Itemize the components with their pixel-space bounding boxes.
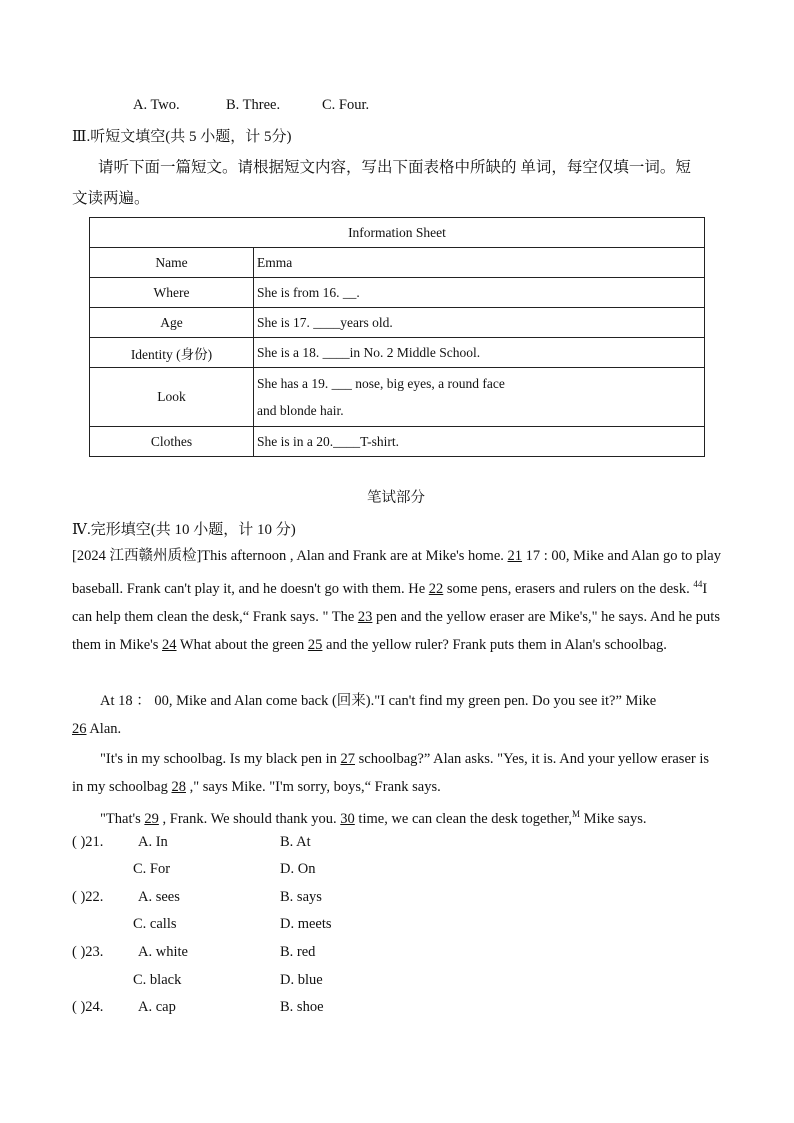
question-23-option-c: C. black — [133, 972, 182, 988]
table-key-identity: Identity (身份) — [90, 338, 254, 368]
section-3-instruction-line1: 请听下面一篇短文。请根据短文内容，写出下面表格中所缺的 单词，每空仅填一词。短 — [98, 159, 691, 176]
question-22-option-c: C. calls — [133, 916, 177, 932]
table-header-row — [90, 218, 705, 248]
cloze-text: At 18 ： 00, Mike and Alan come back (回来)."I can't find my green pen. Do you see it?” Mike — [100, 693, 657, 709]
table-key-name: Name — [90, 248, 254, 278]
question-23-number: ( )23. — [72, 944, 104, 960]
stray-superscript: 44 — [693, 579, 703, 589]
q20-option-b: B. Three. — [226, 97, 281, 113]
cloze-text: time, we can clean the desk together, — [354, 810, 573, 827]
cloze-paragraph-2 — [72, 687, 722, 743]
question-22-option-a: A. sees — [138, 889, 180, 905]
cloze-text: ," says Mike. "I'm sorry, boys,“ Frank says. — [185, 779, 441, 795]
table-row — [90, 338, 705, 368]
cloze-paragraph-4 — [72, 800, 722, 833]
cloze-text: I can help them clean the desk,“ Frank says. " The — [72, 580, 708, 625]
cloze-text: "That's — [100, 810, 145, 827]
stray-superscript: M — [572, 809, 581, 819]
table-row — [90, 308, 705, 338]
cloze-text: Mike says. — [580, 810, 647, 827]
table-header: Information Sheet — [90, 218, 705, 248]
cloze-text: schoolbag?” Alan asks. "Yes, it is. And your yellow eraser is in my schoolbag — [72, 751, 710, 795]
table-row — [90, 248, 705, 278]
q20-option-a: A. Two. — [133, 97, 180, 113]
question-24-number: ( )24. — [72, 999, 104, 1015]
blank-25: 25 — [307, 636, 323, 653]
cloze-text: "It's in my schoolbag. Is my black pen in — [100, 751, 341, 767]
blank-22: 22 — [428, 580, 444, 597]
question-22-option-d: D. meets — [280, 916, 332, 932]
cloze-paragraph-3 — [72, 745, 722, 801]
blank-28: 28 — [171, 779, 186, 795]
question-21-option-b: B. At — [280, 834, 311, 850]
cloze-text: 17 : 00, Mike and Alan go to play baseball. Frank can't play it, and he doesn't go with them. He — [72, 548, 721, 597]
blank-30: 30 — [340, 810, 355, 827]
cloze-text: and the yellow ruler? Frank puts them in Alan's schoolbag. — [322, 636, 667, 653]
q20-option-c: C. Four. — [322, 97, 370, 113]
table-row — [90, 427, 705, 457]
question-21-option-d: D. On — [280, 861, 316, 877]
blank-21: 21 — [507, 548, 523, 564]
question-22-number: ( )22. — [72, 889, 104, 905]
table-key-where: Where — [90, 278, 254, 308]
question-23-option-b: B. red — [280, 944, 316, 960]
question-24-option-b: B. shoe — [280, 999, 324, 1015]
blank-24: 24 — [162, 636, 177, 653]
section-3-title: Ⅲ.听短文填空(共 5 小题，计 5分) — [72, 129, 292, 145]
cloze-text: , Frank. We should thank you. — [158, 810, 341, 827]
table-value-look — [254, 368, 705, 427]
table-value-clothes: She is in a 20.____T-shirt. — [254, 427, 705, 457]
question-21-option-c: C. For — [133, 861, 171, 877]
blank-27: 27 — [340, 751, 355, 767]
table-row — [90, 368, 705, 427]
cloze-text: some pens, erasers and rulers on the desk. — [443, 580, 694, 597]
cloze-paragraph-1 — [72, 542, 722, 659]
information-sheet-table — [89, 217, 705, 457]
cloze-text: Alan. — [86, 721, 122, 737]
table-value-where: She is from 16. __. — [254, 278, 705, 308]
table-key-look: Look — [90, 368, 254, 427]
table-value-look-line1: She has a 19. ___ nose, big eyes, a round face — [257, 376, 505, 391]
blank-23: 23 — [357, 608, 373, 625]
section-3-instruction-line2: 文读两遍。 — [72, 190, 150, 207]
cloze-text: What about the green — [176, 636, 308, 653]
blank-29: 29 — [144, 810, 159, 827]
question-24-option-a: A. cap — [138, 999, 176, 1015]
table-value-identity: She is a 18. ____in No. 2 Middle School. — [254, 338, 705, 368]
question-21-number: ( )21. — [72, 834, 104, 850]
table-row — [90, 278, 705, 308]
table-value-look-line2: and blonde hair. — [257, 403, 344, 418]
table-key-age: Age — [90, 308, 254, 338]
question-21-option-a: A. In — [138, 834, 168, 850]
blank-26: 26 — [72, 721, 87, 737]
section-4-title: Ⅳ.完形填空(共 10 小题，计 10 分) — [72, 522, 296, 538]
question-22-option-b: B. says — [280, 889, 322, 905]
table-value-name: Emma — [254, 248, 705, 278]
cloze-source: [2024 江西赣州质检] — [72, 548, 202, 564]
cloze-text: pen and the yellow eraser are Mike's," he says. And he puts them in Mike's — [72, 608, 720, 653]
cloze-text: This afternoon , Alan and Frank are at Mike's home. — [201, 548, 508, 564]
table-value-age: She is 17. ____years old. — [254, 308, 705, 338]
question-23-option-a: A. white — [138, 944, 188, 960]
table-key-clothes: Clothes — [90, 427, 254, 457]
written-part-title: 笔试部分 — [367, 490, 425, 506]
question-23-option-d: D. blue — [280, 972, 323, 988]
